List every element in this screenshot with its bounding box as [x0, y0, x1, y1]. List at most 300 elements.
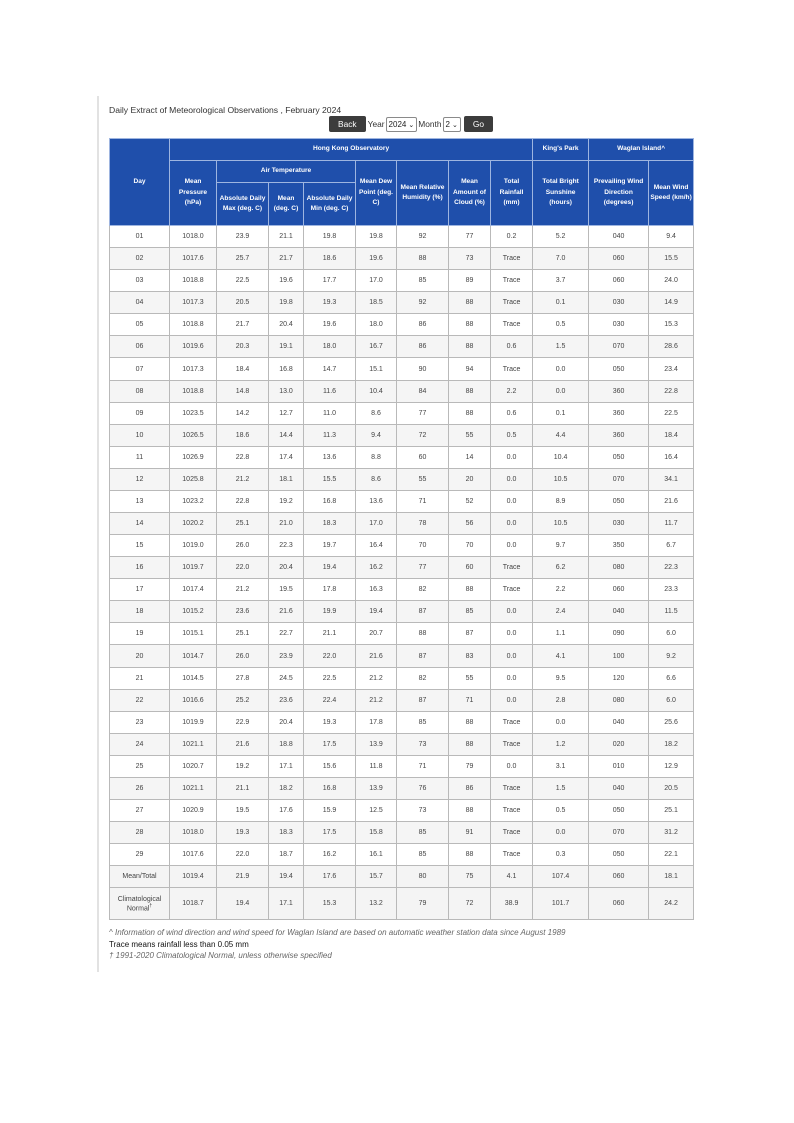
table-cell: 06: [110, 336, 170, 358]
table-cell: 10.5: [533, 513, 589, 535]
table-cell: 12.5: [356, 800, 397, 822]
table-cell: 0.0: [491, 601, 533, 623]
table-cell: 19.6: [304, 314, 356, 336]
table-cell: 11.8: [356, 755, 397, 777]
table-cell: 09: [110, 402, 170, 424]
table-cell: 25: [110, 755, 170, 777]
table-cell: 1.5: [533, 336, 589, 358]
year-select[interactable]: [386, 117, 418, 132]
table-cell: 20.7: [356, 623, 397, 645]
table-cell: 85: [397, 270, 449, 292]
table-cell: 12.9: [649, 755, 694, 777]
table-row: [110, 402, 694, 424]
table-cell: 16.4: [649, 446, 694, 468]
table-cell: 1017.3: [170, 358, 217, 380]
table-cell: 72: [397, 424, 449, 446]
table-cell: 83: [449, 645, 491, 667]
table-row: [110, 336, 694, 358]
table-cell: 21.9: [217, 866, 269, 888]
table-cell: 56: [449, 513, 491, 535]
table-cell: 17.1: [269, 888, 304, 920]
table-cell: 080: [589, 557, 649, 579]
table-cell: 0.6: [491, 336, 533, 358]
table-cell: 0.5: [533, 314, 589, 336]
table-cell: 60: [449, 557, 491, 579]
table-row: [110, 800, 694, 822]
table-cell: 18.6: [217, 424, 269, 446]
table-cell: 13: [110, 490, 170, 512]
table-cell: 4.1: [491, 866, 533, 888]
table-cell: Trace: [491, 358, 533, 380]
table-cell: 19.4: [304, 557, 356, 579]
table-cell: 15.3: [304, 888, 356, 920]
page-left-rule: [97, 96, 99, 972]
table-cell: 18.4: [649, 424, 694, 446]
table-cell: 8.8: [356, 446, 397, 468]
table-cell: 060: [589, 270, 649, 292]
table-cell: 17.7: [304, 270, 356, 292]
table-cell: 15: [110, 535, 170, 557]
table-row: [110, 711, 694, 733]
go-button[interactable]: Go: [464, 116, 493, 132]
table-cell: 11.5: [649, 601, 694, 623]
waglan-footnote: ^ Information of wind direction and wind speed for Waglan Island are based on automatic weather station data since August 1989: [109, 928, 566, 937]
table-cell: 88: [449, 711, 491, 733]
table-cell: Trace: [491, 844, 533, 866]
table-cell: 21.7: [217, 314, 269, 336]
table-cell: 0.0: [533, 711, 589, 733]
table-cell: 05: [110, 314, 170, 336]
table-cell: 85: [397, 711, 449, 733]
table-cell: 78: [397, 513, 449, 535]
table-cell: 0.0: [533, 380, 589, 402]
table-cell: 88: [449, 380, 491, 402]
table-cell: 1021.1: [170, 777, 217, 799]
table-cell: 050: [589, 844, 649, 866]
table-cell: 1023.5: [170, 402, 217, 424]
table-cell: 25.1: [217, 513, 269, 535]
table-cell: Trace: [491, 292, 533, 314]
trace-footnote: Trace means rainfall less than 0.05 mm: [109, 940, 249, 949]
table-cell: 88: [449, 402, 491, 424]
table-row: [110, 844, 694, 866]
table-cell: 060: [589, 248, 649, 270]
table-cell: 19.4: [356, 601, 397, 623]
table-cell: 21.1: [217, 777, 269, 799]
table-cell: 1014.5: [170, 667, 217, 689]
table-cell: 71: [397, 490, 449, 512]
table-cell: 9.7: [533, 535, 589, 557]
table-cell: 1023.2: [170, 490, 217, 512]
table-cell: 22.1: [649, 844, 694, 866]
table-cell: 80: [397, 866, 449, 888]
table-cell: 17.0: [356, 513, 397, 535]
table-cell: 2.4: [533, 601, 589, 623]
mean-total-row: [110, 866, 694, 888]
table-cell: 70: [449, 535, 491, 557]
table-cell: 19.6: [269, 270, 304, 292]
table-cell: 18.3: [304, 513, 356, 535]
climatological-normal-row: [110, 888, 694, 920]
table-cell: 77: [397, 557, 449, 579]
table-cell: 89: [449, 270, 491, 292]
table-cell: 17.6: [304, 866, 356, 888]
table-cell: 16.8: [304, 777, 356, 799]
table-cell: 22.8: [217, 490, 269, 512]
col-bright-sunshine: Total Bright Sunshine (hours): [533, 161, 589, 226]
table-cell: 0.0: [491, 490, 533, 512]
table-cell: 1015.1: [170, 623, 217, 645]
table-cell: 17.5: [304, 822, 356, 844]
table-cell: 16.4: [356, 535, 397, 557]
table-cell: 88: [449, 314, 491, 336]
table-cell: 88: [449, 733, 491, 755]
table-cell: 020: [589, 733, 649, 755]
table-cell: 24: [110, 733, 170, 755]
table-cell: 70: [397, 535, 449, 557]
table-cell: 19.8: [269, 292, 304, 314]
table-cell: 13.0: [269, 380, 304, 402]
table-cell: 55: [449, 667, 491, 689]
col-wind-speed: Mean Wind Speed (km/h): [649, 161, 694, 226]
table-cell: 1018.0: [170, 226, 217, 248]
table-cell: 22.3: [269, 535, 304, 557]
table-cell: 88: [449, 844, 491, 866]
table-cell: 12: [110, 468, 170, 490]
table-cell: 22.0: [217, 557, 269, 579]
table-cell: 71: [449, 689, 491, 711]
table-cell: 19.3: [304, 292, 356, 314]
table-cell: 16.8: [304, 490, 356, 512]
table-cell: 21.2: [217, 579, 269, 601]
table-cell: 18: [110, 601, 170, 623]
table-cell: 21.1: [269, 226, 304, 248]
table-cell: 13.6: [356, 490, 397, 512]
table-cell: 03: [110, 270, 170, 292]
table-cell: 19.2: [217, 755, 269, 777]
table-cell: 1018.8: [170, 380, 217, 402]
table-cell: 0.0: [491, 446, 533, 468]
table-cell: 07: [110, 358, 170, 380]
table-cell: 6.2: [533, 557, 589, 579]
table-cell: 86: [397, 336, 449, 358]
table-cell: 20: [449, 468, 491, 490]
table-cell: Trace: [491, 314, 533, 336]
table-cell: 10.4: [356, 380, 397, 402]
table-cell: Trace: [491, 248, 533, 270]
table-cell: 1016.6: [170, 689, 217, 711]
table-cell: 3.1: [533, 755, 589, 777]
table-cell: 19.3: [304, 711, 356, 733]
table-cell: 82: [397, 667, 449, 689]
table-cell: 070: [589, 468, 649, 490]
table-cell: 88: [449, 579, 491, 601]
table-cell: 11.0: [304, 402, 356, 424]
table-cell: 18.3: [269, 822, 304, 844]
year-value: 2024: [388, 119, 407, 129]
table-cell: 0.0: [491, 623, 533, 645]
table-cell: 18.2: [649, 733, 694, 755]
month-select[interactable]: [443, 117, 461, 132]
table-cell: 050: [589, 800, 649, 822]
table-cell: 27: [110, 800, 170, 822]
table-cell: 0.0: [491, 535, 533, 557]
table-cell: 350: [589, 535, 649, 557]
table-cell: 55: [397, 468, 449, 490]
table-cell: 1020.7: [170, 755, 217, 777]
table-cell: 34.1: [649, 468, 694, 490]
table-cell: 13.2: [356, 888, 397, 920]
table-cell: 88: [449, 800, 491, 822]
table-cell: 20.4: [269, 314, 304, 336]
group-kings-park: King's Park: [533, 139, 589, 161]
table-cell: 15.1: [356, 358, 397, 380]
table-cell: 080: [589, 689, 649, 711]
table-cell: 15.6: [304, 755, 356, 777]
table-cell: 28.6: [649, 336, 694, 358]
table-cell: 16.3: [356, 579, 397, 601]
col-absolute-daily-max: Absolute Daily Max (deg. C): [217, 183, 269, 226]
table-row: [110, 314, 694, 336]
group-air-temperature: Air Temperature: [217, 161, 356, 183]
table-row: [110, 645, 694, 667]
table-row: [110, 777, 694, 799]
table-cell: 040: [589, 711, 649, 733]
table-cell: 16.1: [356, 844, 397, 866]
dagger-mark: †: [149, 902, 153, 909]
table-cell: 13.9: [356, 733, 397, 755]
table-row: [110, 822, 694, 844]
group-waglan-island: Waglan Island^: [589, 139, 694, 161]
table-cell: 16: [110, 557, 170, 579]
table-cell: 010: [589, 755, 649, 777]
table-cell: 21: [110, 667, 170, 689]
table-cell: 7.0: [533, 248, 589, 270]
table-cell: Trace: [491, 579, 533, 601]
table-cell: 15.3: [649, 314, 694, 336]
table-cell: 29: [110, 844, 170, 866]
table-cell: [110, 888, 170, 920]
table-cell: 16.7: [356, 336, 397, 358]
table-cell: 18.8: [269, 733, 304, 755]
table-cell: 88: [449, 292, 491, 314]
table-cell: 18.0: [356, 314, 397, 336]
table-cell: 16.2: [356, 557, 397, 579]
normal-label: Climatological Normal: [117, 895, 162, 912]
table-cell: Trace: [491, 777, 533, 799]
table-cell: 17.4: [269, 446, 304, 468]
table-cell: 0.0: [533, 358, 589, 380]
table-cell: 26.0: [217, 645, 269, 667]
table-cell: 19.6: [356, 248, 397, 270]
table-cell: 18.1: [649, 866, 694, 888]
table-cell: 08: [110, 380, 170, 402]
table-cell: 17.5: [304, 733, 356, 755]
table-cell: 8.6: [356, 402, 397, 424]
table-cell: 11.3: [304, 424, 356, 446]
table-cell: 060: [589, 888, 649, 920]
table-row: [110, 601, 694, 623]
table-cell: 22.5: [649, 402, 694, 424]
table-cell: 24.0: [649, 270, 694, 292]
table-cell: 0.0: [491, 468, 533, 490]
table-cell: Trace: [491, 800, 533, 822]
table-cell: 4.1: [533, 645, 589, 667]
table-cell: 77: [449, 226, 491, 248]
table-cell: 52: [449, 490, 491, 512]
table-cell: 15.8: [356, 822, 397, 844]
col-relative-humidity: Mean Relative Humidity (%): [397, 161, 449, 226]
table-cell: 360: [589, 402, 649, 424]
table-row: [110, 446, 694, 468]
table-cell: 04: [110, 292, 170, 314]
table-cell: 1026.5: [170, 424, 217, 446]
table-cell: 87: [397, 645, 449, 667]
table-cell: 19.4: [269, 866, 304, 888]
table-cell: 360: [589, 424, 649, 446]
table-row: [110, 733, 694, 755]
table-cell: 5.2: [533, 226, 589, 248]
table-cell: 75: [449, 866, 491, 888]
table-cell: 21.0: [269, 513, 304, 535]
table-cell: 15.5: [304, 468, 356, 490]
table-cell: Trace: [491, 822, 533, 844]
table-row: [110, 424, 694, 446]
table-cell: 107.4: [533, 866, 589, 888]
table-row: [110, 579, 694, 601]
table-cell: 2.8: [533, 689, 589, 711]
table-cell: 10.4: [533, 446, 589, 468]
table-cell: 030: [589, 292, 649, 314]
table-cell: 73: [449, 248, 491, 270]
table-cell: 20.4: [269, 711, 304, 733]
table-cell: 19.5: [269, 579, 304, 601]
table-cell: 070: [589, 822, 649, 844]
table-row: [110, 270, 694, 292]
table-cell: 19.3: [217, 822, 269, 844]
table-cell: 22.0: [217, 844, 269, 866]
table-cell: 060: [589, 579, 649, 601]
table-cell: Trace: [491, 711, 533, 733]
table-cell: 23.6: [217, 601, 269, 623]
table-row: [110, 226, 694, 248]
table-cell: 22.3: [649, 557, 694, 579]
table-cell: 73: [397, 800, 449, 822]
table-cell: 15.5: [649, 248, 694, 270]
table-cell: 0.0: [491, 755, 533, 777]
table-cell: 101.7: [533, 888, 589, 920]
table-cell: 18.1: [269, 468, 304, 490]
table-cell: 14.7: [304, 358, 356, 380]
table-cell: 22: [110, 689, 170, 711]
table-cell: 0.0: [491, 667, 533, 689]
page-title: Daily Extract of Meteorological Observations , February 2024: [109, 105, 342, 115]
table-cell: 24.2: [649, 888, 694, 920]
table-cell: 1019.7: [170, 557, 217, 579]
table-cell: 18.5: [356, 292, 397, 314]
month-value: 2: [445, 119, 450, 129]
table-cell: 1020.9: [170, 800, 217, 822]
table-cell: 21.2: [217, 468, 269, 490]
table-cell: 0.0: [491, 689, 533, 711]
table-cell: 25.2: [217, 689, 269, 711]
table-cell: 02: [110, 248, 170, 270]
table-cell: 1.2: [533, 733, 589, 755]
table-cell: 8.6: [356, 468, 397, 490]
table-cell: 1020.2: [170, 513, 217, 535]
normal-footnote: † 1991-2020 Climatological Normal, unless otherwise specified: [109, 951, 332, 960]
chevron-down-icon: ⌄: [408, 121, 415, 129]
table-cell: 6.0: [649, 689, 694, 711]
table-cell: 1017.4: [170, 579, 217, 601]
table-cell: 92: [397, 226, 449, 248]
table-cell: 18.7: [269, 844, 304, 866]
table-row: [110, 535, 694, 557]
col-total-rainfall: Total Rainfall (mm): [491, 161, 533, 226]
table-cell: 23.9: [217, 226, 269, 248]
table-cell: 18.6: [304, 248, 356, 270]
observations-table: [109, 138, 694, 920]
table-cell: 20.3: [217, 336, 269, 358]
table-cell: 050: [589, 446, 649, 468]
period-selector: [329, 116, 493, 132]
table-cell: 0.1: [533, 402, 589, 424]
table-cell: 17.6: [269, 800, 304, 822]
table-cell: 0.5: [491, 424, 533, 446]
table-cell: 22.8: [649, 380, 694, 402]
table-cell: 0.0: [491, 513, 533, 535]
table-cell: 21.6: [217, 733, 269, 755]
table-cell: 1017.3: [170, 292, 217, 314]
table-cell: Trace: [491, 557, 533, 579]
table-cell: 030: [589, 513, 649, 535]
table-cell: 19.7: [304, 535, 356, 557]
table-cell: 22.5: [217, 270, 269, 292]
table-cell: 38.9: [491, 888, 533, 920]
table-cell: 26.0: [217, 535, 269, 557]
table-cell: 22.0: [304, 645, 356, 667]
table-cell: 20.4: [269, 557, 304, 579]
table-cell: 25.1: [649, 800, 694, 822]
table-cell: 19.2: [269, 490, 304, 512]
table-cell: 91: [449, 822, 491, 844]
table-cell: 1014.7: [170, 645, 217, 667]
table-cell: 6.6: [649, 667, 694, 689]
table-cell: 9.2: [649, 645, 694, 667]
table-cell: 19: [110, 623, 170, 645]
table-row: [110, 292, 694, 314]
table-cell: 28: [110, 822, 170, 844]
table-cell: 87: [449, 623, 491, 645]
table-cell: 1015.2: [170, 601, 217, 623]
table-cell: 1018.8: [170, 270, 217, 292]
table-cell: 13.6: [304, 446, 356, 468]
back-button[interactable]: Back: [329, 116, 366, 132]
table-cell: 84: [397, 380, 449, 402]
table-cell: 20.5: [649, 777, 694, 799]
table-cell: Trace: [491, 733, 533, 755]
table-row: [110, 667, 694, 689]
table-cell: 76: [397, 777, 449, 799]
table-cell: 31.2: [649, 822, 694, 844]
table-cell: 19.4: [217, 888, 269, 920]
table-cell: 18.2: [269, 777, 304, 799]
table-cell: 120: [589, 667, 649, 689]
table-cell: 19.8: [356, 226, 397, 248]
table-cell: 19.8: [304, 226, 356, 248]
table-cell: 0.3: [533, 844, 589, 866]
table-cell: 22.7: [269, 623, 304, 645]
